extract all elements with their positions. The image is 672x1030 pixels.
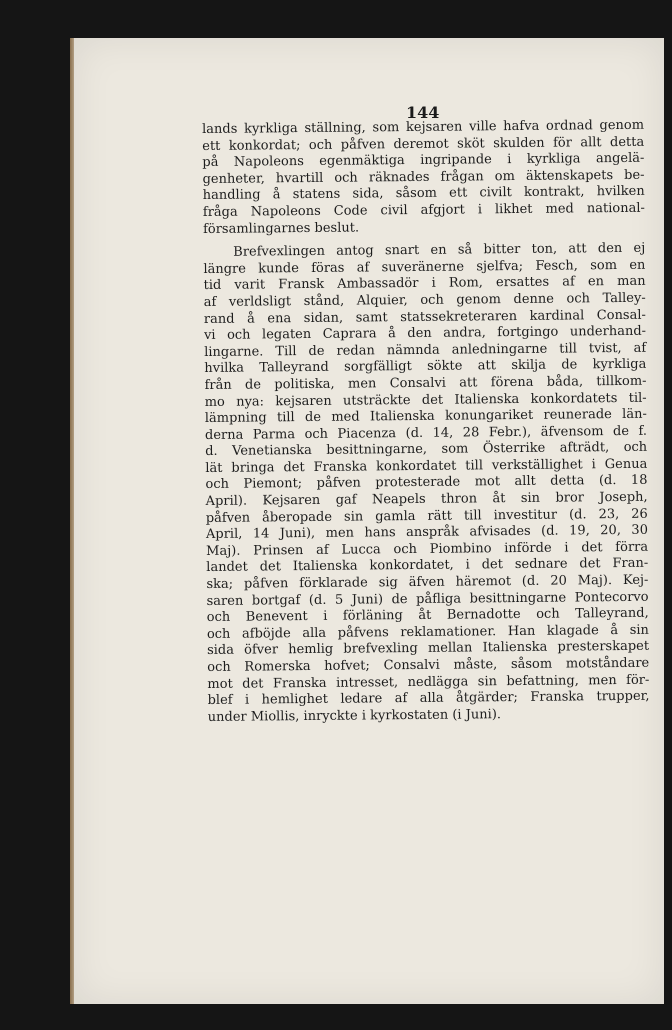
text-line: lands kyrkliga ställning, som kejsaren ville hafva ordnad genom (202, 117, 645, 137)
text-line: fråga Napoleons Code civil afgjort i likhet med national- (202, 200, 645, 220)
text-line: sida öfver hemlig brefvexling mellan Italienska presterskapet (207, 639, 650, 659)
text-line: April, 14 Juni), men hans anspråk afvisades (d. 19, 20, 30 (205, 522, 649, 543)
text-line: och Benevent i förläning åt Bernadotte och Talleyrand, (206, 605, 649, 626)
paragraph-1 (202, 118, 645, 238)
text-line: från de politiska, men Consalvi att förena båda, tillkom- (204, 373, 647, 393)
text-line: lingarne. Till de redan nämnda anledningarne till tvist, af (204, 340, 647, 360)
text-line: Brefvexlingen antog snart en så bitter ton, att den ej (233, 240, 646, 260)
text-line: lät bringa det Franska konkordatet till verkställighet i Genua (205, 456, 648, 476)
text-line: mo nya: kejsaren utsträckte det Italienska konkordatets til- (204, 390, 647, 410)
text-line: vi och legaten Caprara å den andra, fortgingo underhand- (203, 323, 647, 344)
text-line: saren bortgaf (d. 5 Juni) de påfliga besittningarne Pontecorvo (206, 589, 649, 609)
text-line: genheter, hvartill och räknades frågan om äktenskapets be- (202, 167, 645, 187)
text-line: och afböjde alla påfvens reklamationer. Han klagade å sin (206, 622, 649, 642)
text-line: handling å statens sida, såsom ett civilt kontrakt, hvilken (202, 184, 645, 204)
text-line: ett konkordat; och påfven deremot sköt skulden för allt detta (202, 134, 645, 154)
text-line: på Napoleons egenmäktiga ingripande i kyrkliga angelä- (202, 150, 645, 171)
text-line: derna Parma och Piacenza (d. 14, 28 Febr.), äfvensom de f. (204, 423, 648, 443)
text-line: af verldsligt stånd, Alquier, och genom denne och Talley- (203, 290, 646, 310)
text-line: blef i hemlighet ledare af alla åtgärder; Franska trupper, (207, 688, 650, 709)
text-line: lämpning till de med Italienska konungariket reunerade län- (204, 406, 647, 427)
paragraph-2 (203, 241, 650, 726)
text-line: Maj). Prinsen af Lucca och Piombino införde i det förra (206, 539, 649, 559)
text-line: mot det Franska intresset, nedlägga sin befattning, men för- (207, 672, 650, 692)
text-line: och Piemont; påfven protesterade mot allt detta (d. 18 (205, 473, 648, 493)
text-line: längre kunde föras af suveränerne sjelfva; Fesch, som en (203, 257, 646, 277)
text-line: landet det Italienska konkordatet, i det sednare det Fran- (206, 556, 649, 576)
text-line: d. Venetianska besittningarne, som Österrike afträdt, och (205, 440, 648, 460)
text-line: ska; påfven förklarade sig äfven häremot (d. 20 Maj). Kej- (206, 572, 649, 593)
text-line: tid varit Fransk Ambassadör i Rom, ersattes af en man (203, 274, 646, 294)
text-line: församlingarnes beslut. (202, 220, 360, 237)
page-number: 144 (406, 103, 440, 122)
body-text (202, 118, 650, 727)
text-line: rand å ena sidan, samt statssekreteraren kardinal Consal- (203, 307, 646, 327)
text-line: påfven åberopade sin gamla rätt till investitur (d. 23, 26 (205, 506, 648, 526)
text-line: hvilka Talleyrand sorgfälligt sökte att skilja de kyrkliga (204, 357, 647, 377)
text-line: under Miollis, inryckte i kyrkostaten (i Juni). (207, 706, 502, 725)
text-line: April). Kejsaren gaf Neapels thron åt sin bror Joseph, (205, 489, 648, 510)
text-line: och Romerska hofvet; Consalvi måste, såsom motståndare (207, 655, 650, 675)
